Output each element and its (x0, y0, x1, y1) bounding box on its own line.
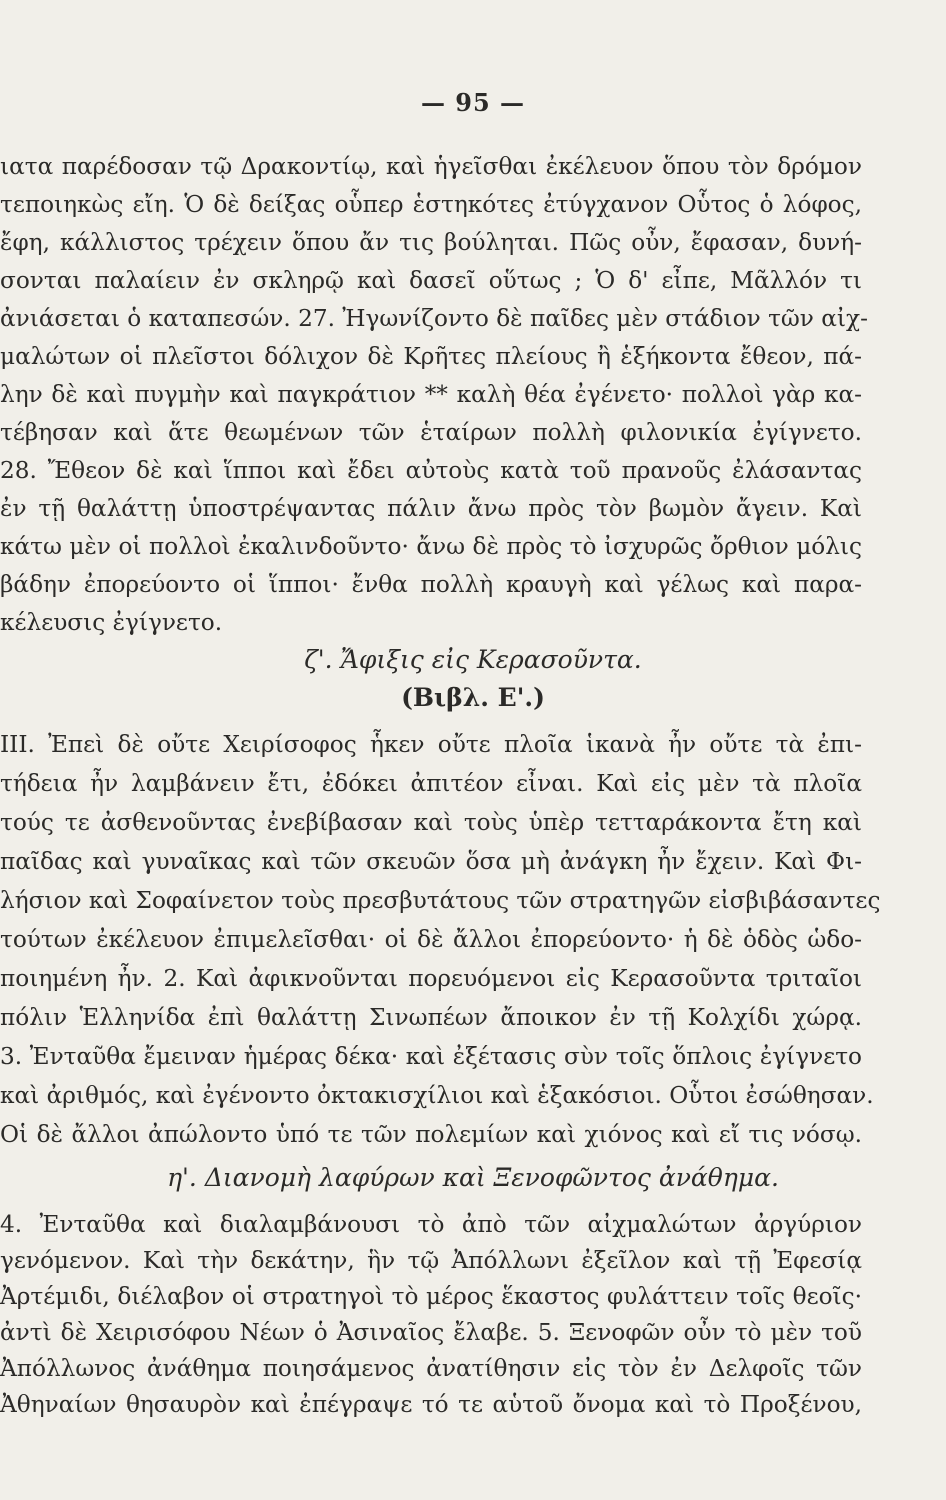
text-line: Ἀθηναίων θησαυρὸν καὶ ἐπέγραψε τό τε αὑτοῦ ὄνομα καὶ τὸ Προξένου, (0, 1391, 862, 1418)
section-heading-7: ζ'. Ἄφιξις εἰς Κερασοῦντα. (304, 645, 642, 674)
text-line: τούτων ἐκέλευον ἐπιμελεῖσθαι· οἱ δὲ ἄλλοι ἐπορεύοντο· ἡ δὲ ὁδὸς ὡδο- (0, 926, 862, 953)
text-line: Ἀρτέμιδι, διέλαβον οἱ στρατηγοὶ τὸ μέρος ἕκαστος φυλάττειν τοῖς θεοῖς· (0, 1283, 862, 1310)
text-line: γενόμενον. Καὶ τὴν δεκάτην, ἣν τῷ Ἀπόλλωνι ἐξεῖλον καὶ τῇ Ἐφεσίᾳ (0, 1247, 862, 1274)
page-number: — 95 — (420, 88, 526, 117)
text-line: παῖδας καὶ γυναῖκας καὶ τῶν σκευῶν ὅσα μὴ ἀνάγκη ἦν ἔχειν. Καὶ Φι- (0, 848, 862, 875)
text-line: III. Ἐπεὶ δὲ οὔτε Χειρίσοφος ἧκεν οὔτε πλοῖα ἱκανὰ ἦν οὔτε τὰ ἐπι- (0, 731, 862, 758)
text-line: βάδην ἐπορεύοντο οἱ ἵπποι· ἔνθα πολλὴ κραυγὴ καὶ γέλως καὶ παρα- (0, 571, 862, 598)
text-line: 28. Ἔθεον δὲ καὶ ἵπποι καὶ ἔδει αὐτοὺς κατὰ τοῦ πρανοῦς ἐλάσαντας (0, 457, 862, 484)
book-reference: (Βιβλ. Ε'.) (401, 683, 545, 712)
text-line: σονται παλαίειν ἐν σκληρῷ καὶ δασεῖ οὕτως ; Ὁ δ' εἶπε, Μᾶλλόν τι (0, 267, 862, 294)
text-line: ιατα παρέδοσαν τῷ Δρακοντίῳ, καὶ ἡγεῖσθαι ἐκέλευον ὅπου τὸν δρόμον (0, 153, 862, 180)
text-line: ἔφη, κάλλιστος τρέχειν ὅπου ἄν τις βούληται. Πῶς οὖν, ἔφασαν, δυνή- (0, 229, 862, 256)
text-line: ποιημένη ἦν. 2. Καὶ ἀφικνοῦνται πορευόμενοι εἰς Κερασοῦντα τριταῖοι (0, 965, 862, 992)
text-line: τεποιηκὼς εἴη. Ὁ δὲ δείξας οὗπερ ἑστηκότες ἐτύγχανον Οὗτος ὁ λόφος, (0, 191, 862, 218)
text-line: Ἀπόλλωνος ἀνάθημα ποιησάμενος ἀνατίθησιν εἰς τὸν ἐν Δελφοῖς τῶν (0, 1355, 862, 1382)
text-line: τούς τε ἀσθενοῦντας ἐνεβίβασαν καὶ τοὺς ὑπὲρ τετταράκοντα ἔτη καὶ (0, 809, 862, 836)
text-line: μαλώτων οἱ πλεῖστοι δόλιχον δὲ Κρῆτες πλείους ἢ ἑξήκοντα ἔθεον, πά- (0, 343, 862, 370)
text-line: 4. Ἐνταῦθα καὶ διαλαμβάνουσι τὸ ἀπὸ τῶν αἰχμαλώτων ἀργύριον (0, 1211, 862, 1238)
text-line: ἐν τῇ θαλάττῃ ὑποστρέψαντας πάλιν ἄνω πρὸς τὸν βωμὸν ἄγειν. Καὶ (0, 495, 862, 522)
text-line: τέβησαν καὶ ἅτε θεωμένων τῶν ἑταίρων πολλὴ φιλονικία ἐγίγνετο. (0, 419, 862, 446)
text-line: Οἱ δὲ ἄλλοι ἀπώλοντο ὑπό τε τῶν πολεμίων καὶ χιόνος καὶ εἴ τις νόσῳ. (0, 1121, 862, 1148)
text-line: τήδεια ἦν λαμβάνειν ἔτι, ἐδόκει ἀπιτέον εἶναι. Καὶ εἰς μὲν τὰ πλοῖα (0, 770, 862, 797)
text-line: κάτω μὲν οἱ πολλοὶ ἐκαλινδοῦντο· ἄνω δὲ πρὸς τὸ ἰσχυρῶς ὄρθιον μόλις (0, 533, 862, 560)
section-heading-8: η'. Διανομὴ λαφύρων καὶ Ξενοφῶντος ἀνάθημα. (167, 1163, 779, 1192)
text-line: καὶ ἀριθμός, καὶ ἐγένοντο ὀκτακισχίλιοι καὶ ἑξακόσιοι. Οὗτοι ἐσώθησαν. (0, 1082, 874, 1109)
text-line: λήσιον καὶ Σοφαίνετον τοὺς πρεσβυτάτους τῶν στρατηγῶν εἰσβιβάσαντες (0, 887, 881, 914)
text-line: κέλευσις ἐγίγνετο. (0, 609, 223, 636)
text-line: πόλιν Ἑλληνίδα ἐπὶ θαλάττῃ Σινωπέων ἄποικον ἐν τῇ Κολχίδι χώρᾳ. (0, 1004, 862, 1031)
text-line: ἀνιάσεται ὁ καταπεσών. 27. Ἠγωνίζοντο δὲ παῖδες μὲν στάδιον τῶν αἰχ- (0, 305, 868, 332)
text-line: λην δὲ καὶ πυγμὴν καὶ παγκράτιον ** καλὴ θέα ἐγένετο· πολλοὶ γὰρ κα- (0, 381, 862, 408)
text-line: 3. Ἐνταῦθα ἔμειναν ἡμέρας δέκα· καὶ ἐξέτασις σὺν τοῖς ὅπλοις ἐγίγνετο (0, 1043, 862, 1070)
text-line: ἀντὶ δὲ Χειρισόφου Νέων ὁ Ἀσιναῖος ἔλαβε. 5. Ξενοφῶν οὖν τὸ μὲν τοῦ (0, 1319, 862, 1346)
